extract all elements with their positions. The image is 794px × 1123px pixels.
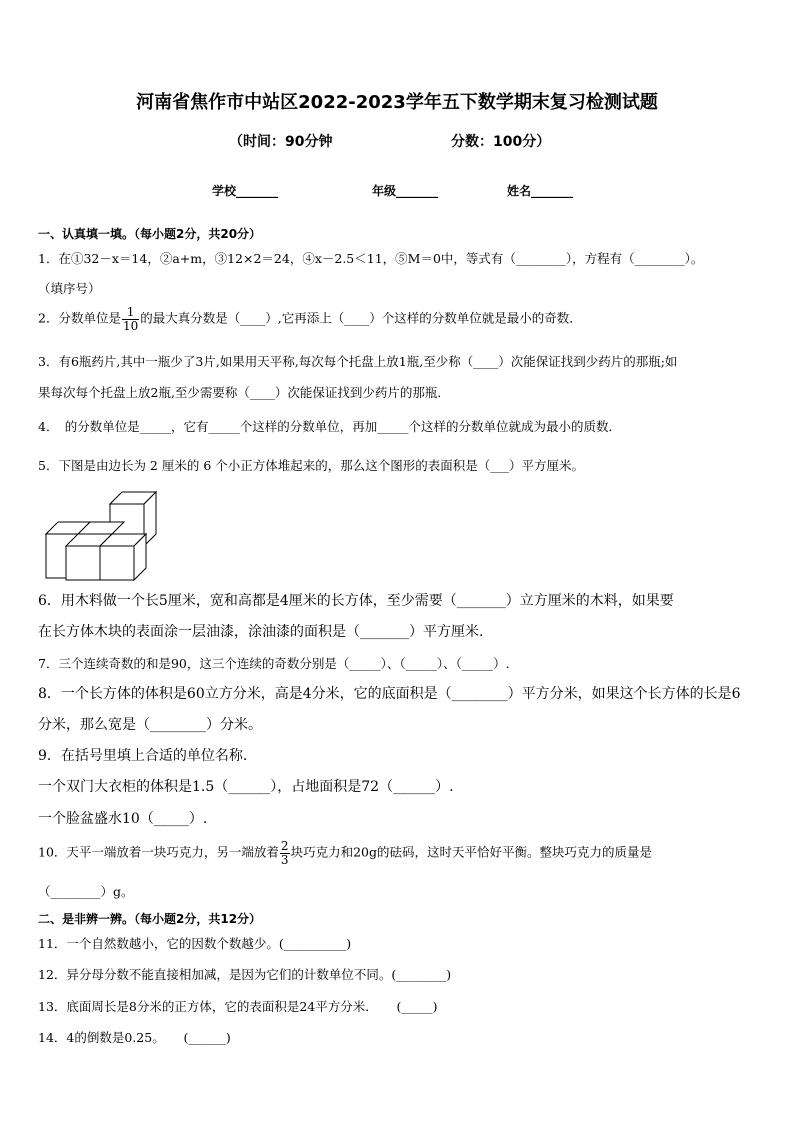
question-9: 9．在括号里填上合适的单位名称. (38, 748, 248, 764)
page-title: 河南省焦作市中站区2022-2023学年五下数学期末复习检测试题 (136, 92, 658, 113)
question-8-line-1: 8．一个长方体的体积是60立方分米，高是4分米，它的底面积是（________）平方分米，如果这个长方体的长是6 (38, 686, 741, 702)
question-10-answer: （________）g。 (38, 884, 134, 899)
total-score: 分数：100分） (451, 134, 551, 150)
question-14: 14．4的倒数是0.25。 (______) (38, 1030, 231, 1045)
question-4: 4． 的分数单位是_____，它有_____个这样的分数单位，再加_____个这样的分数单位就成为最小的质数． (38, 419, 621, 434)
question-1-note: （填序号） (38, 281, 101, 296)
question-10 (38, 840, 652, 866)
question-5: 5．下图是由边长为 2 厘米的 6 个小正方体堆起来的，那么这个图形的表面积是（___）平方厘米。 (38, 458, 585, 473)
question-10-text-pre: 10．天平一端放着一块巧克力，另一端放着 (38, 844, 279, 860)
question-8-line-2: 分米，那么宽是（________）分米。 (38, 717, 262, 733)
question-6-line-1: 6．用木料做一个长5厘米，宽和高都是4厘米的长方体，至少需要（_______）立方厘米的木料，如果要 (38, 593, 674, 609)
cube-front-face (100, 546, 134, 580)
fraction-1-10 (122, 306, 139, 332)
cube-stack-figure (44, 490, 164, 582)
question-1: 1．在①32－x＝14，②a+m，③12×2＝24，④x－2.5＜11，⑤M＝0中，等式有（________），方程有（________）。 (38, 251, 704, 266)
school-field: 学校_______ (212, 184, 279, 198)
question-13: 13．底面周长是8分米的正方体，它的表面积是24平方分米． (_____) (38, 999, 438, 1014)
question-9-item-1: 一个双门大衣柜的体积是1.5（______），占地面积是72（______）. (38, 779, 454, 795)
question-2 (38, 306, 582, 332)
question-10-text-post: 块巧克力和20g的砝码，这时天平恰好平衡。整块巧克力的质量是 (290, 844, 652, 860)
question-12: 12．异分母分数不能直接相加减，是因为它们的计数单位不同。(________) (38, 967, 452, 982)
fraction-numerator: 2 (280, 839, 289, 853)
question-6-line-2: 在长方体木块的表面涂一层油漆，涂油漆的面积是（_______）平方厘米. (38, 624, 484, 640)
grade-field: 年级_______ (372, 184, 439, 198)
time-limit: （时间：90分钟 (229, 134, 333, 150)
question-3-line-1: 3．有6瓶药片,其中一瓶少了3片,如果用天平称,每次每个托盘上放1瓶,至少称（____）次能保证找到少药片的那瓶;如 (38, 354, 678, 369)
section-1-heading: 一、认真填一填。（每小题2分，共20分） (38, 227, 262, 241)
question-11: 11．一个自然数越小，它的因数个数越少。(__________) (38, 936, 352, 951)
question-2-text-post: 的最大真分数是（____）,它再添上（____）个这样的分数单位就是最小的奇数． (140, 310, 582, 326)
name-field: 姓名_______ (507, 184, 574, 198)
cube-front-face (66, 546, 100, 580)
question-9-item-2: 一个脸盆盛水10（_____）. (38, 811, 208, 827)
section-2-heading: 二、是非辨一辨。（每小题2分，共12分） (38, 912, 262, 926)
fraction-2-3 (280, 840, 290, 866)
fraction-numerator: 1 (122, 306, 139, 320)
fraction-denominator: 3 (280, 852, 289, 867)
question-3-line-2: 果每次每个托盘上放2瓶,至少需要称（____）次能保证找到少药片的那瓶． (38, 385, 450, 400)
question-2-text-pre: 2．分数单位是 (38, 310, 121, 326)
fraction-denominator: 10 (122, 318, 139, 333)
question-7: 7．三个连续奇数的和是90，这三个连续的奇数分别是（_____）、（_____）、（_____）. (38, 656, 510, 671)
